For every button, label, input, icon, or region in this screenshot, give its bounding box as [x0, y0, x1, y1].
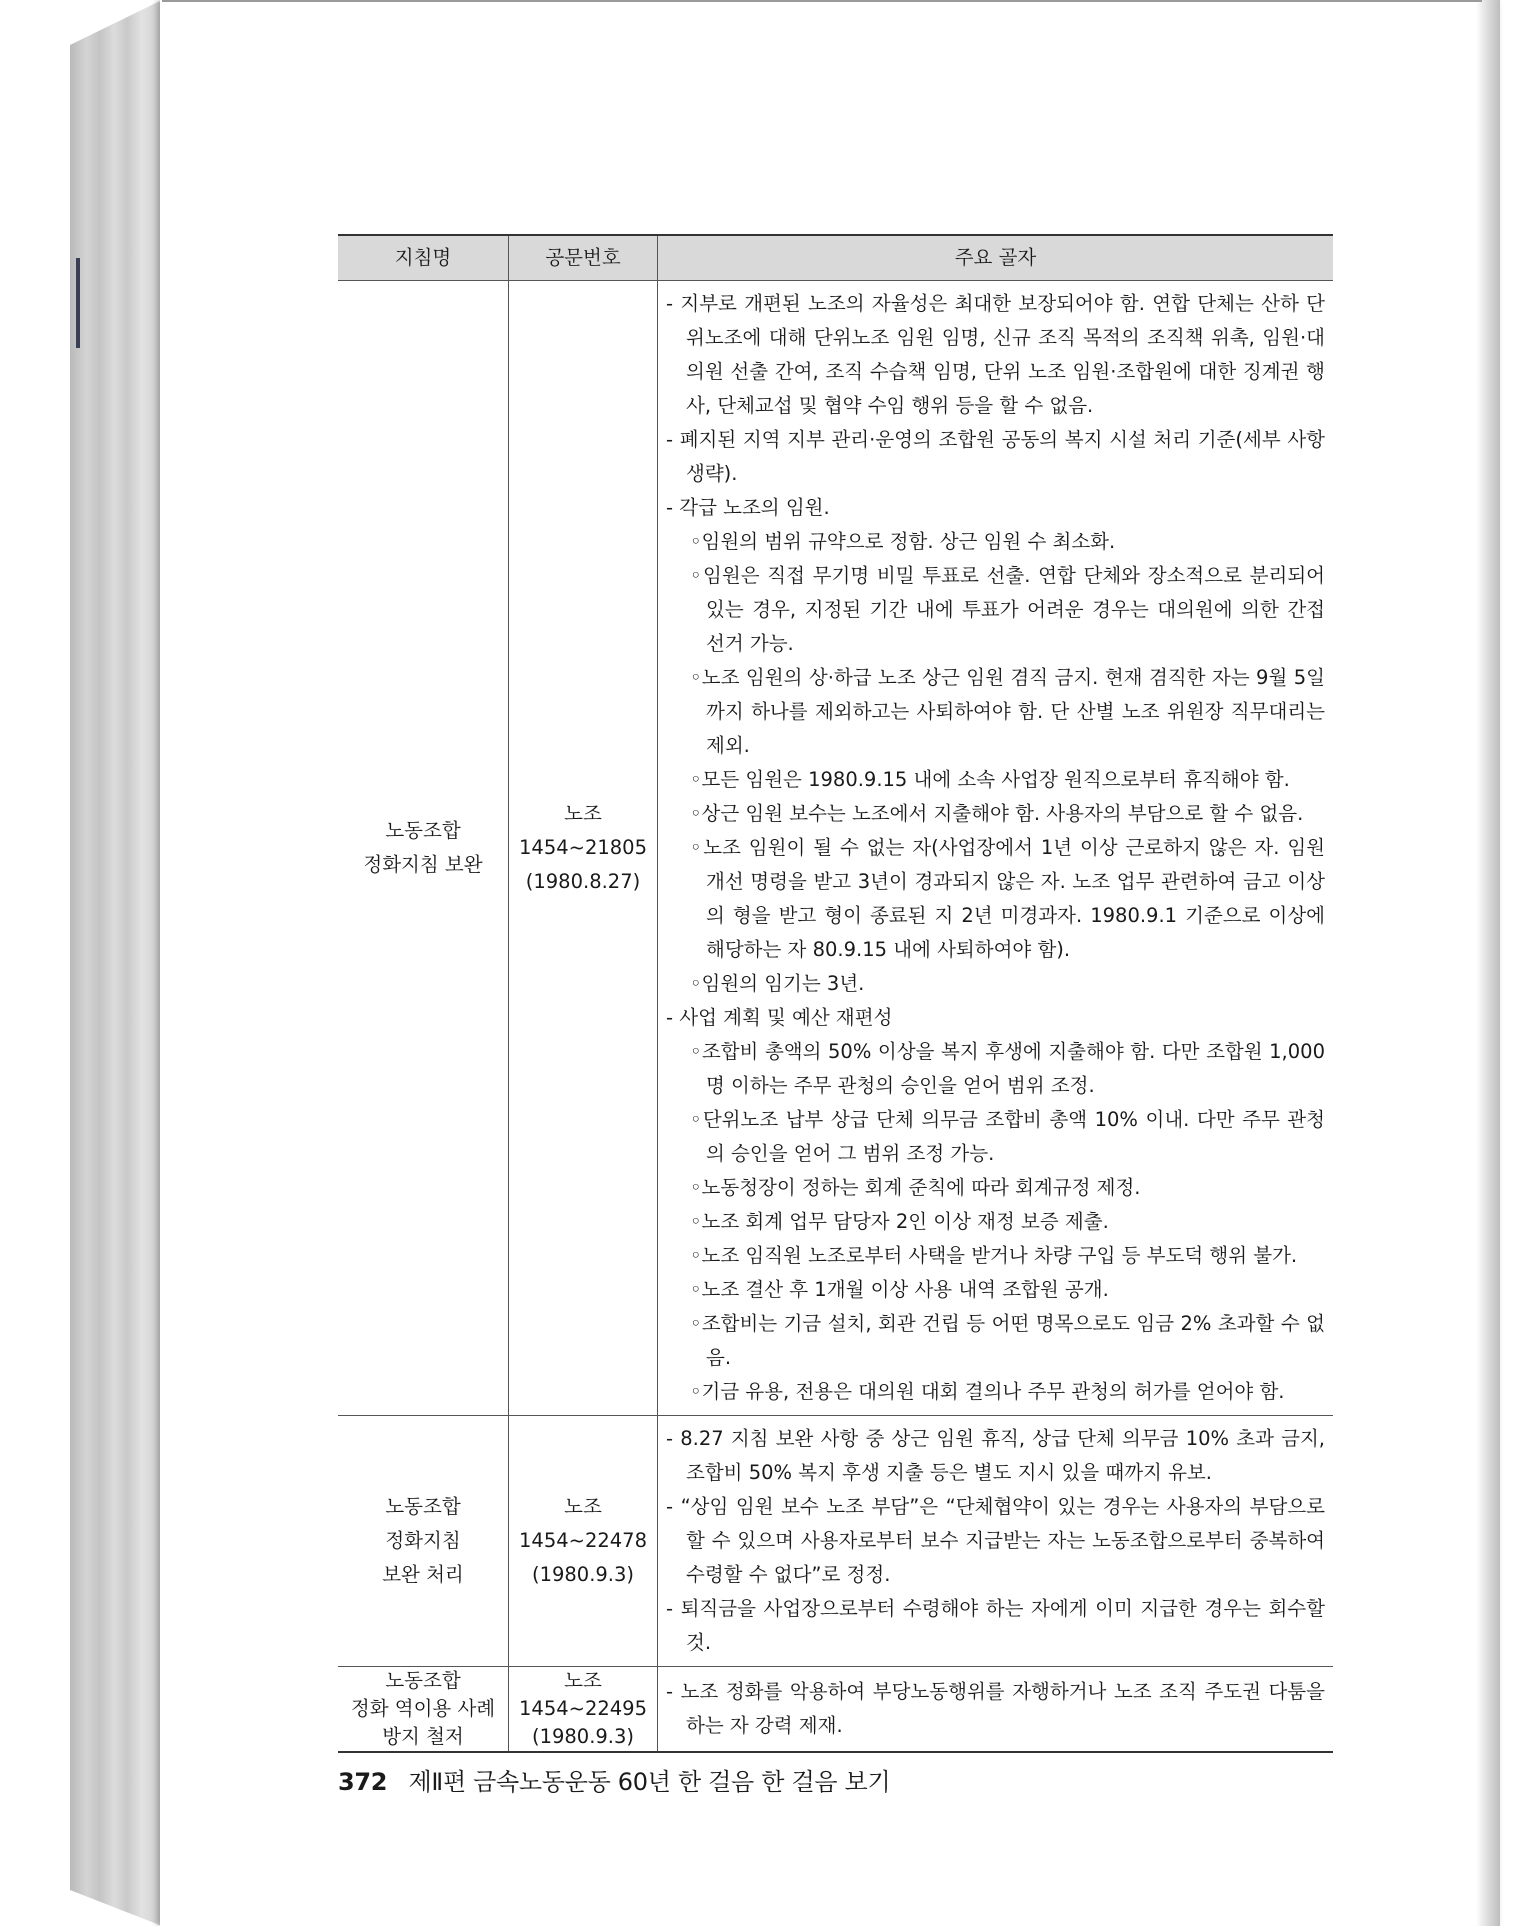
sub-item: ◦임원은 직접 무기명 비밀 투표로 선출. 연합 단체와 장소적으로 분리되어 있는 경우, 지정된 기간 내에 투표가 어려운 경우는 대의원에 의한 간접 선거 가능. — [690, 564, 1325, 655]
item-text: 기금 유용, 전용은 대의원 대회 결의나 주무 관청의 허가를 얻어야 함. — [701, 1380, 1285, 1403]
item-text: 단위노조 납부 상급 단체 의무금 조합비 총액 10% 이내. 다만 주무 관청의 승인을 얻어 그 범위 조정 가능. — [702, 1108, 1325, 1165]
guideline-name-line: 보완 처리 — [382, 1563, 464, 1586]
table-row — [338, 1416, 1333, 1667]
item-text: 노조 결산 후 1개월 이상 사용 내역 조합원 공개. — [701, 1278, 1109, 1301]
item-text: 임원은 직접 무기명 비밀 투표로 선출. 연합 단체와 장소적으로 분리되어 있는 경우, 지정된 기간 내에 투표가 어려운 경우는 대의원에 의한 간접 선거 가능. — [703, 564, 1325, 655]
item-text: 8.27 지침 보완 사항 중 상근 임원 휴직, 상급 단체 의무금 10% 초과 금지, 조합비 50% 복지 후생 지출 등은 별도 지시 있을 때까지 유보. — [680, 1427, 1325, 1484]
item-text: 모든 임원은 1980.9.15 내에 소속 사업장 원직으로부터 휴직해야 함. — [701, 768, 1290, 791]
sub-item: ◦기금 유용, 전용은 대의원 대회 결의나 주무 관청의 허가를 얻어야 함. — [690, 1380, 1285, 1403]
document-number-cell — [509, 281, 658, 1416]
dash-item: - 폐지된 지역 지부 관리·운영의 조합원 공동의 복지 시설 처리 기준(세부 사항 생략). — [666, 428, 1325, 485]
header-main-points: 주요 골자 — [658, 235, 1334, 281]
main-points-cell — [658, 1667, 1334, 1753]
item-text: 각급 노조의 임원. — [679, 496, 830, 519]
main-points-cell — [658, 1416, 1334, 1667]
item-text: 조합비는 기금 설치, 회관 건립 등 어떤 명목으로도 임금 2% 초과할 수 없음. — [701, 1312, 1325, 1369]
dash-item: - 퇴직금을 사업장으로부터 수령해야 하는 자에게 이미 지급한 경우는 회수할 것. — [666, 1597, 1325, 1654]
table-row — [338, 1667, 1333, 1753]
item-text: 임원의 범위 규약으로 정함. 상근 임원 수 최소화. — [701, 530, 1116, 553]
document-number-line: 노조 — [564, 802, 602, 825]
item-text: 폐지된 지역 지부 관리·운영의 조합원 공동의 복지 시설 처리 기준(세부 사항 생략). — [679, 428, 1325, 485]
header-document-number: 공문번호 — [509, 235, 658, 281]
table-body — [338, 281, 1333, 1753]
bookmark-ribbon — [76, 258, 80, 348]
guideline-name-cell — [338, 281, 509, 1416]
item-text: 노조 정화를 악용하여 부당노동행위를 자행하거나 노조 조직 주도권 다툼을 하는 자 강력 제재. — [680, 1680, 1325, 1737]
guideline-name-cell — [338, 1667, 509, 1753]
guideline-name-line: 노동조합 — [385, 1669, 461, 1692]
dash-item: - 지부로 개편된 노조의 자율성은 최대한 보장되어야 함. 연합 단체는 산하 단위노조에 대해 단위노조 임원 임명, 신규 조직 목적의 조직책 위촉, 임원·대의원 선출 간여, 조직 수습책 임명, 단위 노조 임원·조합원에 대한 징계권 행사, 단체교섭 및 협약 수임 행위 등을 할 수 없음. — [666, 292, 1325, 417]
document-number-line: (1980.8.27) — [525, 870, 641, 893]
guideline-name-line: 방지 철저 — [382, 1725, 464, 1748]
page-top-edge — [162, 0, 1482, 2]
section-title: 제Ⅱ편 금속노동운동 60년 한 걸음 한 걸음 보기 — [408, 1768, 891, 1796]
guideline-name-line: 노동조합 — [385, 1495, 461, 1518]
dash-item: - 노조 정화를 악용하여 부당노동행위를 자행하거나 노조 조직 주도권 다툼을 하는 자 강력 제재. — [666, 1680, 1325, 1737]
guideline-name-line: 노동조합 — [385, 819, 461, 842]
document-number-line: (1980.9.3) — [531, 1563, 635, 1586]
item-text: 지부로 개편된 노조의 자율성은 최대한 보장되어야 함. 연합 단체는 산하 단위노조에 대해 단위노조 임원 임명, 신규 조직 목적의 조직책 위촉, 임원·대의원 선출 간여, 조직 수습책 임명, 단위 노조 임원·조합원에 대한 징계권 행사, 단체교섭 및 협약 수임 행위 등을 할 수 없음. — [680, 292, 1325, 417]
guideline-table — [338, 234, 1333, 1753]
dash-item: - 사업 계획 및 예산 재편성 — [666, 1006, 893, 1029]
document-number-line: 1454~22495 — [519, 1697, 647, 1720]
sub-item: ◦조합비는 기금 설치, 회관 건립 등 어떤 명목으로도 임금 2% 초과할 수 없음. — [690, 1312, 1325, 1369]
sub-item: ◦노조 임직원 노조로부터 사택을 받거나 차량 구입 등 부도덕 행위 불가. — [690, 1244, 1298, 1267]
dash-item: - 각급 노조의 임원. — [666, 496, 830, 519]
sub-item: ◦임원의 범위 규약으로 정함. 상근 임원 수 최소화. — [690, 530, 1116, 553]
item-text: 노조 임원이 될 수 없는 자(사업장에서 1년 이상 근로하지 않은 자. 임원 개선 명령을 받고 3년이 경과되지 않은 자. 노조 업무 관련하여 금고 이상의 형을 받고 형이 종료된 지 2년 미경과자. 1980.9.1 기준으로 이상에 해당하는 자 80.9.15 내에 사퇴하여야 함). — [703, 836, 1325, 961]
sub-item: ◦노조 결산 후 1개월 이상 사용 내역 조합원 공개. — [690, 1278, 1109, 1301]
main-points-cell — [658, 281, 1334, 1416]
sub-item: ◦상근 임원 보수는 노조에서 지출해야 함. 사용자의 부담으로 할 수 없음. — [690, 802, 1304, 825]
sub-item: ◦임원의 임기는 3년. — [690, 972, 865, 995]
page-gutter-shadow — [1476, 0, 1500, 1926]
table-header-row — [338, 235, 1333, 281]
guideline-name-line: 정화지침 — [385, 1529, 461, 1552]
table-row — [338, 281, 1333, 1416]
guideline-name-cell — [338, 1416, 509, 1667]
page-footer — [338, 1762, 890, 1797]
dash-item: - “상임 임원 보수 노조 부담”은 “단체협약이 있는 경우는 사용자의 부담으로 할 수 있으며 사용자로부터 보수 지급받는 자는 노동조합으로부터 중복하여 수령할 수 없다”로 정정. — [666, 1495, 1325, 1586]
item-text: 상근 임원 보수는 노조에서 지출해야 함. 사용자의 부담으로 할 수 없음. — [701, 802, 1304, 825]
sub-item: ◦조합비 총액의 50% 이상을 복지 후생에 지출해야 함. 다만 조합원 1,000명 이하는 주무 관청의 승인을 얻어 범위 조정. — [690, 1040, 1325, 1097]
dash-item: - 8.27 지침 보완 사항 중 상근 임원 휴직, 상급 단체 의무금 10% 초과 금지, 조합비 50% 복지 후생 지출 등은 별도 지시 있을 때까지 유보. — [666, 1427, 1325, 1484]
header-guideline-name: 지침명 — [338, 235, 509, 281]
item-text: 사업 계획 및 예산 재편성 — [679, 1006, 893, 1029]
guideline-name-line: 정화 역이용 사례 — [350, 1697, 496, 1720]
document-number-cell — [509, 1667, 658, 1753]
document-number-cell — [509, 1416, 658, 1667]
item-text: 조합비 총액의 50% 이상을 복지 후생에 지출해야 함. 다만 조합원 1,000명 이하는 주무 관청의 승인을 얻어 범위 조정. — [701, 1040, 1325, 1097]
guideline-name-line: 정화지침 보완 — [363, 853, 483, 876]
item-text: 노동청장이 정하는 회계 준칙에 따라 회계규정 제정. — [701, 1176, 1141, 1199]
document-number-line: 1454~22478 — [519, 1529, 647, 1552]
sub-item: ◦모든 임원은 1980.9.15 내에 소속 사업장 원직으로부터 휴직해야 함. — [690, 768, 1290, 791]
sub-item: ◦노조 임원의 상·하급 노조 상근 임원 겸직 금지. 현재 겸직한 자는 9월 5일까지 하나를 제외하고는 사퇴하여야 함. 단 산별 노조 위원장 직무대리는 제외. — [690, 666, 1325, 757]
document-number-line: 노조 — [564, 1669, 602, 1692]
sub-item: ◦노동청장이 정하는 회계 준칙에 따라 회계규정 제정. — [690, 1176, 1141, 1199]
sub-item: ◦단위노조 납부 상급 단체 의무금 조합비 총액 10% 이내. 다만 주무 관청의 승인을 얻어 그 범위 조정 가능. — [690, 1108, 1325, 1165]
document-number-line: (1980.9.3) — [531, 1725, 635, 1748]
item-text: “상임 임원 보수 노조 부담”은 “단체협약이 있는 경우는 사용자의 부담으로 할 수 있으며 사용자로부터 보수 지급받는 자는 노동조합으로부터 중복하여 수령할 수 없다”로 정정. — [680, 1495, 1325, 1586]
sub-item: ◦노조 회계 업무 담당자 2인 이상 재정 보증 제출. — [690, 1210, 1109, 1233]
item-text: 노조 임원의 상·하급 노조 상근 임원 겸직 금지. 현재 겸직한 자는 9월 5일까지 하나를 제외하고는 사퇴하여야 함. 단 산별 노조 위원장 직무대리는 제외. — [701, 666, 1325, 757]
item-text: 퇴직금을 사업장으로부터 수령해야 하는 자에게 이미 지급한 경우는 회수할 것. — [680, 1597, 1325, 1654]
item-text: 노조 회계 업무 담당자 2인 이상 재정 보증 제출. — [701, 1210, 1109, 1233]
book-page-edges — [70, 0, 162, 1926]
document-number-line: 노조 — [564, 1495, 602, 1518]
document-number-line: 1454~21805 — [519, 836, 647, 859]
item-text: 노조 임직원 노조로부터 사택을 받거나 차량 구입 등 부도덕 행위 불가. — [701, 1244, 1298, 1267]
page-number: 372 — [338, 1768, 388, 1796]
item-text: 임원의 임기는 3년. — [701, 972, 865, 995]
sub-item: ◦노조 임원이 될 수 없는 자(사업장에서 1년 이상 근로하지 않은 자. 임원 개선 명령을 받고 3년이 경과되지 않은 자. 노조 업무 관련하여 금고 이상의 형을 받고 형이 종료된 지 2년 미경과자. 1980.9.1 기준으로 이상에 해당하는 자 80.9.15 내에 사퇴하여야 함). — [690, 836, 1325, 961]
